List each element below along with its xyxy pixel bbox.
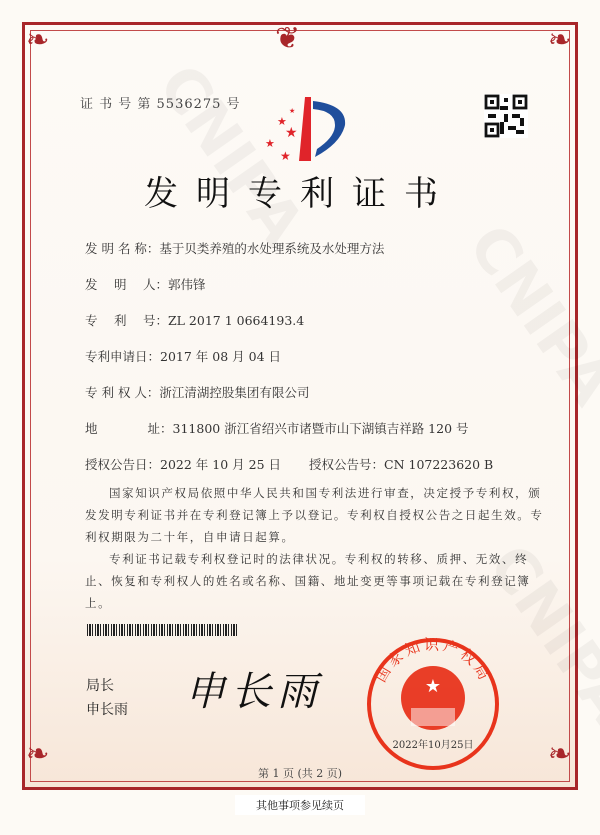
- field-value: CN 107223620 B: [384, 457, 494, 472]
- field-label: 专利申请日：: [85, 349, 161, 364]
- statement-paragraph: 专利证书记载专利权登记时的法律状况。专利权的转移、质押、无效、终止、恢复和专利权人的姓名或名称、国籍、地址变更等事项记载在专利登记簿上。: [85, 552, 531, 610]
- page-number: 第 1 页 (共 2 页): [257, 767, 343, 780]
- field-value: 311800 浙江省绍兴市诸暨市山下湖镇吉祥路 120 号: [172, 421, 469, 436]
- field-application-date: [85, 347, 281, 365]
- signatory-name: 申长雨: [86, 702, 128, 718]
- cnipa-logo: [255, 95, 355, 165]
- field-value: 基于贝类养殖的水处理系统及水处理方法: [159, 241, 385, 256]
- svg-text:★: ★: [424, 676, 442, 697]
- seal-date: 2022年10月25日: [392, 740, 474, 751]
- qr-code-icon[interactable]: [484, 94, 528, 138]
- signature: 申长雨: [185, 669, 323, 715]
- svg-text:★: ★: [285, 125, 298, 141]
- field-label: 授权公告号：: [309, 457, 385, 472]
- barcode: [87, 624, 239, 636]
- official-seal: [365, 636, 501, 772]
- svg-text:★: ★: [280, 149, 291, 163]
- certificate-number: 证 书 号 第 5536275 号: [80, 97, 241, 112]
- field-label: 发 明 名 称：: [85, 241, 160, 256]
- field-invention-name: [85, 239, 384, 257]
- field-patentee: [85, 383, 309, 401]
- svg-text:★: ★: [265, 137, 275, 150]
- field-label: 授权公告日：: [85, 457, 161, 472]
- ornament-corner: ❧: [548, 23, 572, 56]
- page-title: 发明专利证书: [144, 174, 456, 214]
- field-inventor: [85, 275, 205, 293]
- statement-paragraph: 国家知识产权局依照中华人民共和国专利法进行审查，决定授予专利权，颁发发明专利证书并在专利登记簿上予以登记。专利权自授权公告之日起生效。专利权期限为二十年，自申请日起算。: [85, 486, 544, 544]
- field-value: 郭伟锋: [167, 277, 206, 292]
- svg-text:★: ★: [277, 115, 287, 128]
- field-grant-date: [85, 455, 281, 473]
- field-value: 2022 年 10 月 25 日: [160, 457, 282, 472]
- field-value: 2017 年 08 月 04 日: [160, 349, 282, 364]
- footer-note: 其他事项参见续页: [235, 795, 365, 815]
- field-announcement-number: [309, 455, 493, 473]
- field-label: 地 址：: [85, 421, 173, 436]
- field-label: 专 利 权 人：: [85, 385, 160, 400]
- field-value: ZL 2017 1 0664193.4: [167, 313, 305, 328]
- ornament-corner: ❧: [26, 737, 50, 770]
- ornament-corner: ❧: [548, 737, 572, 770]
- signatory-title: 局长: [86, 678, 114, 694]
- field-label: 发 明 人：: [85, 277, 168, 292]
- ornament-corner: ❧: [26, 23, 50, 56]
- svg-text:★: ★: [289, 107, 296, 115]
- seal-text: 国家知识产权局: [371, 636, 495, 686]
- field-patent-number: [85, 311, 304, 329]
- field-address: [85, 419, 469, 437]
- field-value: 浙江清湖控股集团有限公司: [159, 385, 310, 400]
- field-label: 专 利 号：: [85, 313, 168, 328]
- ornament-top: ❦: [275, 21, 301, 56]
